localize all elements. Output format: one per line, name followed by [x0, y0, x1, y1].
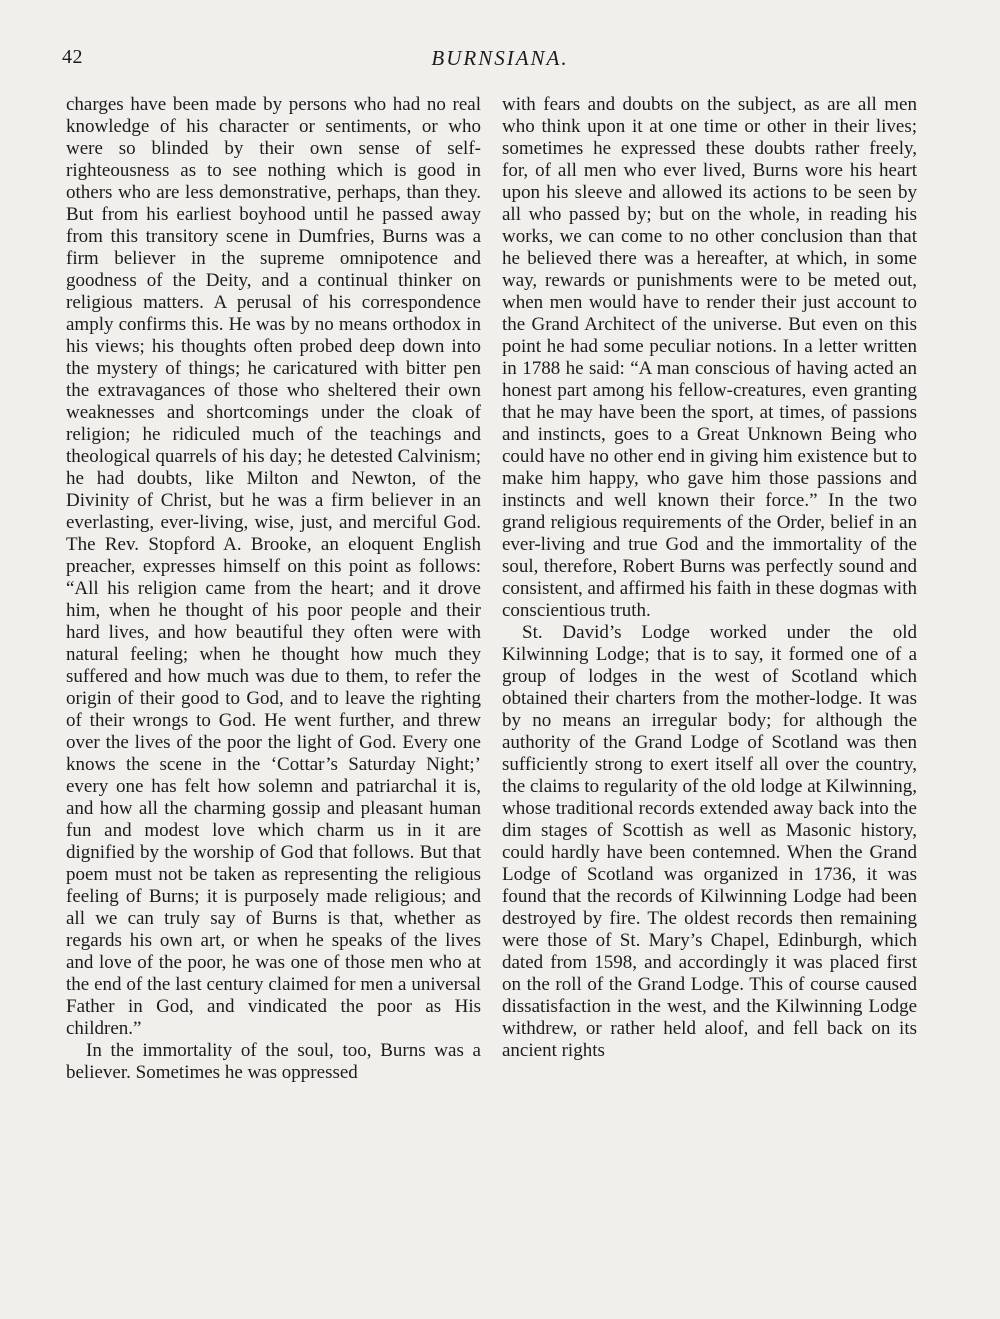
- left-paragraph-2: In the immortality of the soul, too, Burns was a believer. Sometimes he was oppressed: [66, 1040, 481, 1083]
- page-number: 42: [62, 46, 83, 68]
- left-column: [66, 94, 481, 1084]
- right-paragraph-1: with fears and doubts on the subject, as are all men who think upon it at one time or other in their lives; sometimes he expressed these doubts rather freely, for, of all men who ever lived, Burns wore his heart upon his sleeve and allowed its actions to be seen by all who passed by; but on the whole, in reading his works, we can come to no other conclusion than that he believed there was a hereafter, at which, in some way, rewards or punishments were to be meted out, when men would have to render their just account to the Grand Architect of the universe. But even on this point he had some peculiar notions. In a letter written in 1788 he said: “A man conscious of having acted an honest part among his fellow-creatures, even granting that he may have been the sport, at times, of passions and instincts, goes to a Great Unknown Being who could have no other end in giving him existence but to make him happy, who gave him those passions and instincts and well known their force.” In the two grand religious requirements of the Order, belief in an ever-living and true God and the immortality of the soul, therefore, Robert Burns was perfectly sound and consistent, and affirmed his faith in these dogmas with conscientious truth.: [502, 94, 917, 621]
- right-paragraph-2: St. David’s Lodge worked under the old Kilwinning Lodge; that is to say, it formed one of a group of lodges in the west of Scotland which obtained their charters from the mother-lodge. It was by no means an irregular body; for although the authority of the Grand Lodge of Scotland was then sufficiently strong to exert itself all over the country, the claims to regularity of the old lodge at Kilwinning, whose traditional records extended away back into the dim stages of Scottish as well as Masonic history, could hardly have been contemned. When the Grand Lodge of Scotland was organized in 1736, it was found that the records of Kilwinning Lodge had been destroyed by fire. The oldest records then remaining were those of St. Mary’s Chapel, Edinburgh, which dated from 1598, and accordingly it was placed first on the roll of the Grand Lodge. This of course caused dissatisfaction in the west, and the Kilwinning Lodge withdrew, or rather held aloof, and fell back on its ancient rights: [502, 622, 917, 1061]
- page-header: [62, 46, 938, 76]
- right-column: [502, 94, 917, 1062]
- left-paragraph-1: charges have been made by persons who had no real knowledge of his character or sentiments, or who were so blinded by their own sense of self-righteousness as to see nothing which is good in others who are less demonstrative, perhaps, than they. But from his earliest boyhood until he passed away from this transitory scene in Dumfries, Burns was a firm believer in the supreme omnipotence and goodness of the Deity, and a continual thinker on religious matters. A perusal of his correspondence amply confirms this. He was by no means orthodox in his views; his thoughts often probed deep down into the mystery of things; he caricatured with bitter pen the extravagances of those who sheltered their own weaknesses and shortcomings under the cloak of religion; he ridiculed much of the teachings and theological quarrels of his day; he detested Calvinism; he had doubts, like Milton and Newton, of the Divinity of Christ, but he was a firm believer in an everlasting, ever-living, wise, just, and merciful God. The Rev. Stopford A. Brooke, an eloquent English preacher, expresses himself on this point as follows: “All his religion came from the heart; and it drove him, when he thought of his poor people and their hard lives, and how beautiful they often were with natural feeling; when he thought how much they suffered and how much was due to them, to refer the origin of their good to God, and to leave the righting of their wrongs to God. He went further, and threw over the lives of the poor the light of God. Every one knows the scene in the ‘Cottar’s Saturday Night;’ every one has felt how solemn and patriarchal it is, and how all the charming gossip and pleasant human fun and modest love which charm us in it are dignified by the worship of God that follows. But that poem must not be taken as representing the religious feeling of Burns; it is purposely made religious; and all we can truly say of Burns is that, whether as regards his own art, or when he speaks of the lives and love of the poor, he was one of those men who at the end of the last century claimed for men a universal Father in God, and vindicated the poor as His children.”: [66, 94, 481, 1039]
- running-title: BURNSIANA.: [431, 46, 569, 70]
